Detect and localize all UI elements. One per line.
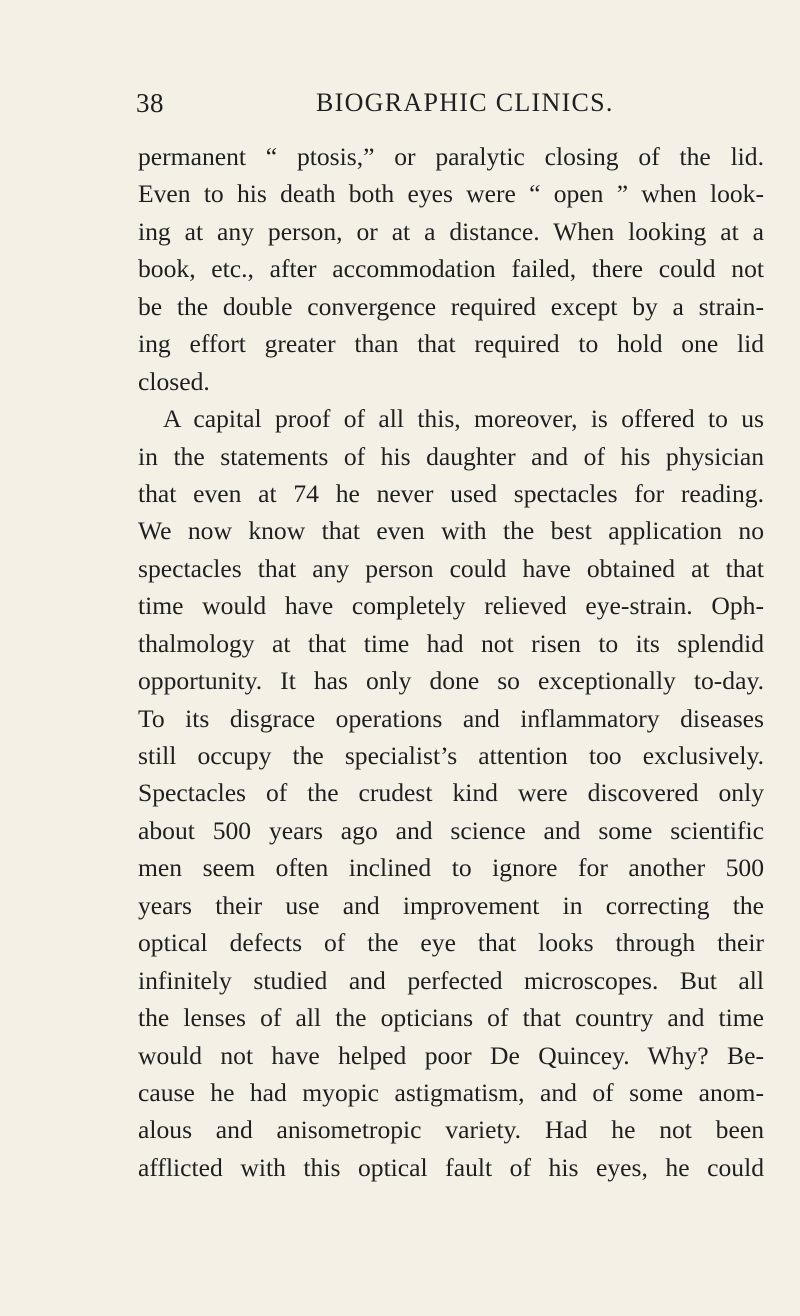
text-line: infinitely studied and perfected microscopes. But all <box>138 965 764 995</box>
text-line: optical defects of the eye that looks through their <box>138 928 764 958</box>
text-line: cause he had myopic astigmatism, and of some anom- <box>138 1077 764 1107</box>
text-line: permanent “ ptosis,” or paralytic closing of the lid. <box>138 142 764 171</box>
text-line: be the double convergence required except by a strain- <box>138 291 764 321</box>
text-line: Spectacles of the crudest kind were discovered only <box>138 778 764 808</box>
text-line-paragraph-start: A capital proof of all this, moreover, is offered to us <box>163 404 764 434</box>
text-line: afflicted with this optical fault of his eyes, he could <box>138 1152 764 1182</box>
text-line: thalmology at that time had not risen to its splendid <box>138 628 764 658</box>
text-line: men seem often inclined to ignore for another 500 <box>138 853 764 883</box>
text-line: in the statements of his daughter and of his physician <box>138 441 764 471</box>
text-line: opportunity. It has only done so exceptionally to-day. <box>138 666 764 696</box>
text-line: ing at any person, or at a distance. When looking at a <box>138 216 764 246</box>
body-text <box>138 138 764 1186</box>
text-line: years their use and improvement in correcting the <box>138 890 764 920</box>
running-head <box>136 88 766 128</box>
text-line: time would have completely relieved eye-strain. Oph- <box>138 591 764 621</box>
text-line-paragraph-end: closed. <box>138 366 210 396</box>
text-line: We now know that even with the best application no <box>138 516 764 546</box>
text-line: that even at 74 he never used spectacles for reading. <box>138 478 764 508</box>
text-line: about 500 years ago and science and some scientific <box>138 815 764 845</box>
text-line: the lenses of all the opticians of that country and time <box>138 1003 764 1033</box>
text-line: Even to his death both eyes were “ open ” when look- <box>138 179 764 209</box>
page-number: 38 <box>136 88 164 118</box>
text-line: ing effort greater than that required to hold one lid <box>138 329 764 359</box>
running-title: BIOGRAPHIC CLINICS. <box>316 88 614 117</box>
text-line: alous and anisometropic variety. Had he not been <box>138 1115 764 1145</box>
text-line: still occupy the specialist’s attention too exclusively. <box>138 741 764 770</box>
text-line: spectacles that any person could have obtained at that <box>138 553 764 583</box>
text-line: To its disgrace operations and inflammatory diseases <box>138 703 764 733</box>
text-line: book, etc., after accommodation failed, there could not <box>138 254 764 284</box>
text-line: would not have helped poor De Quincey. Why? Be- <box>138 1040 764 1070</box>
